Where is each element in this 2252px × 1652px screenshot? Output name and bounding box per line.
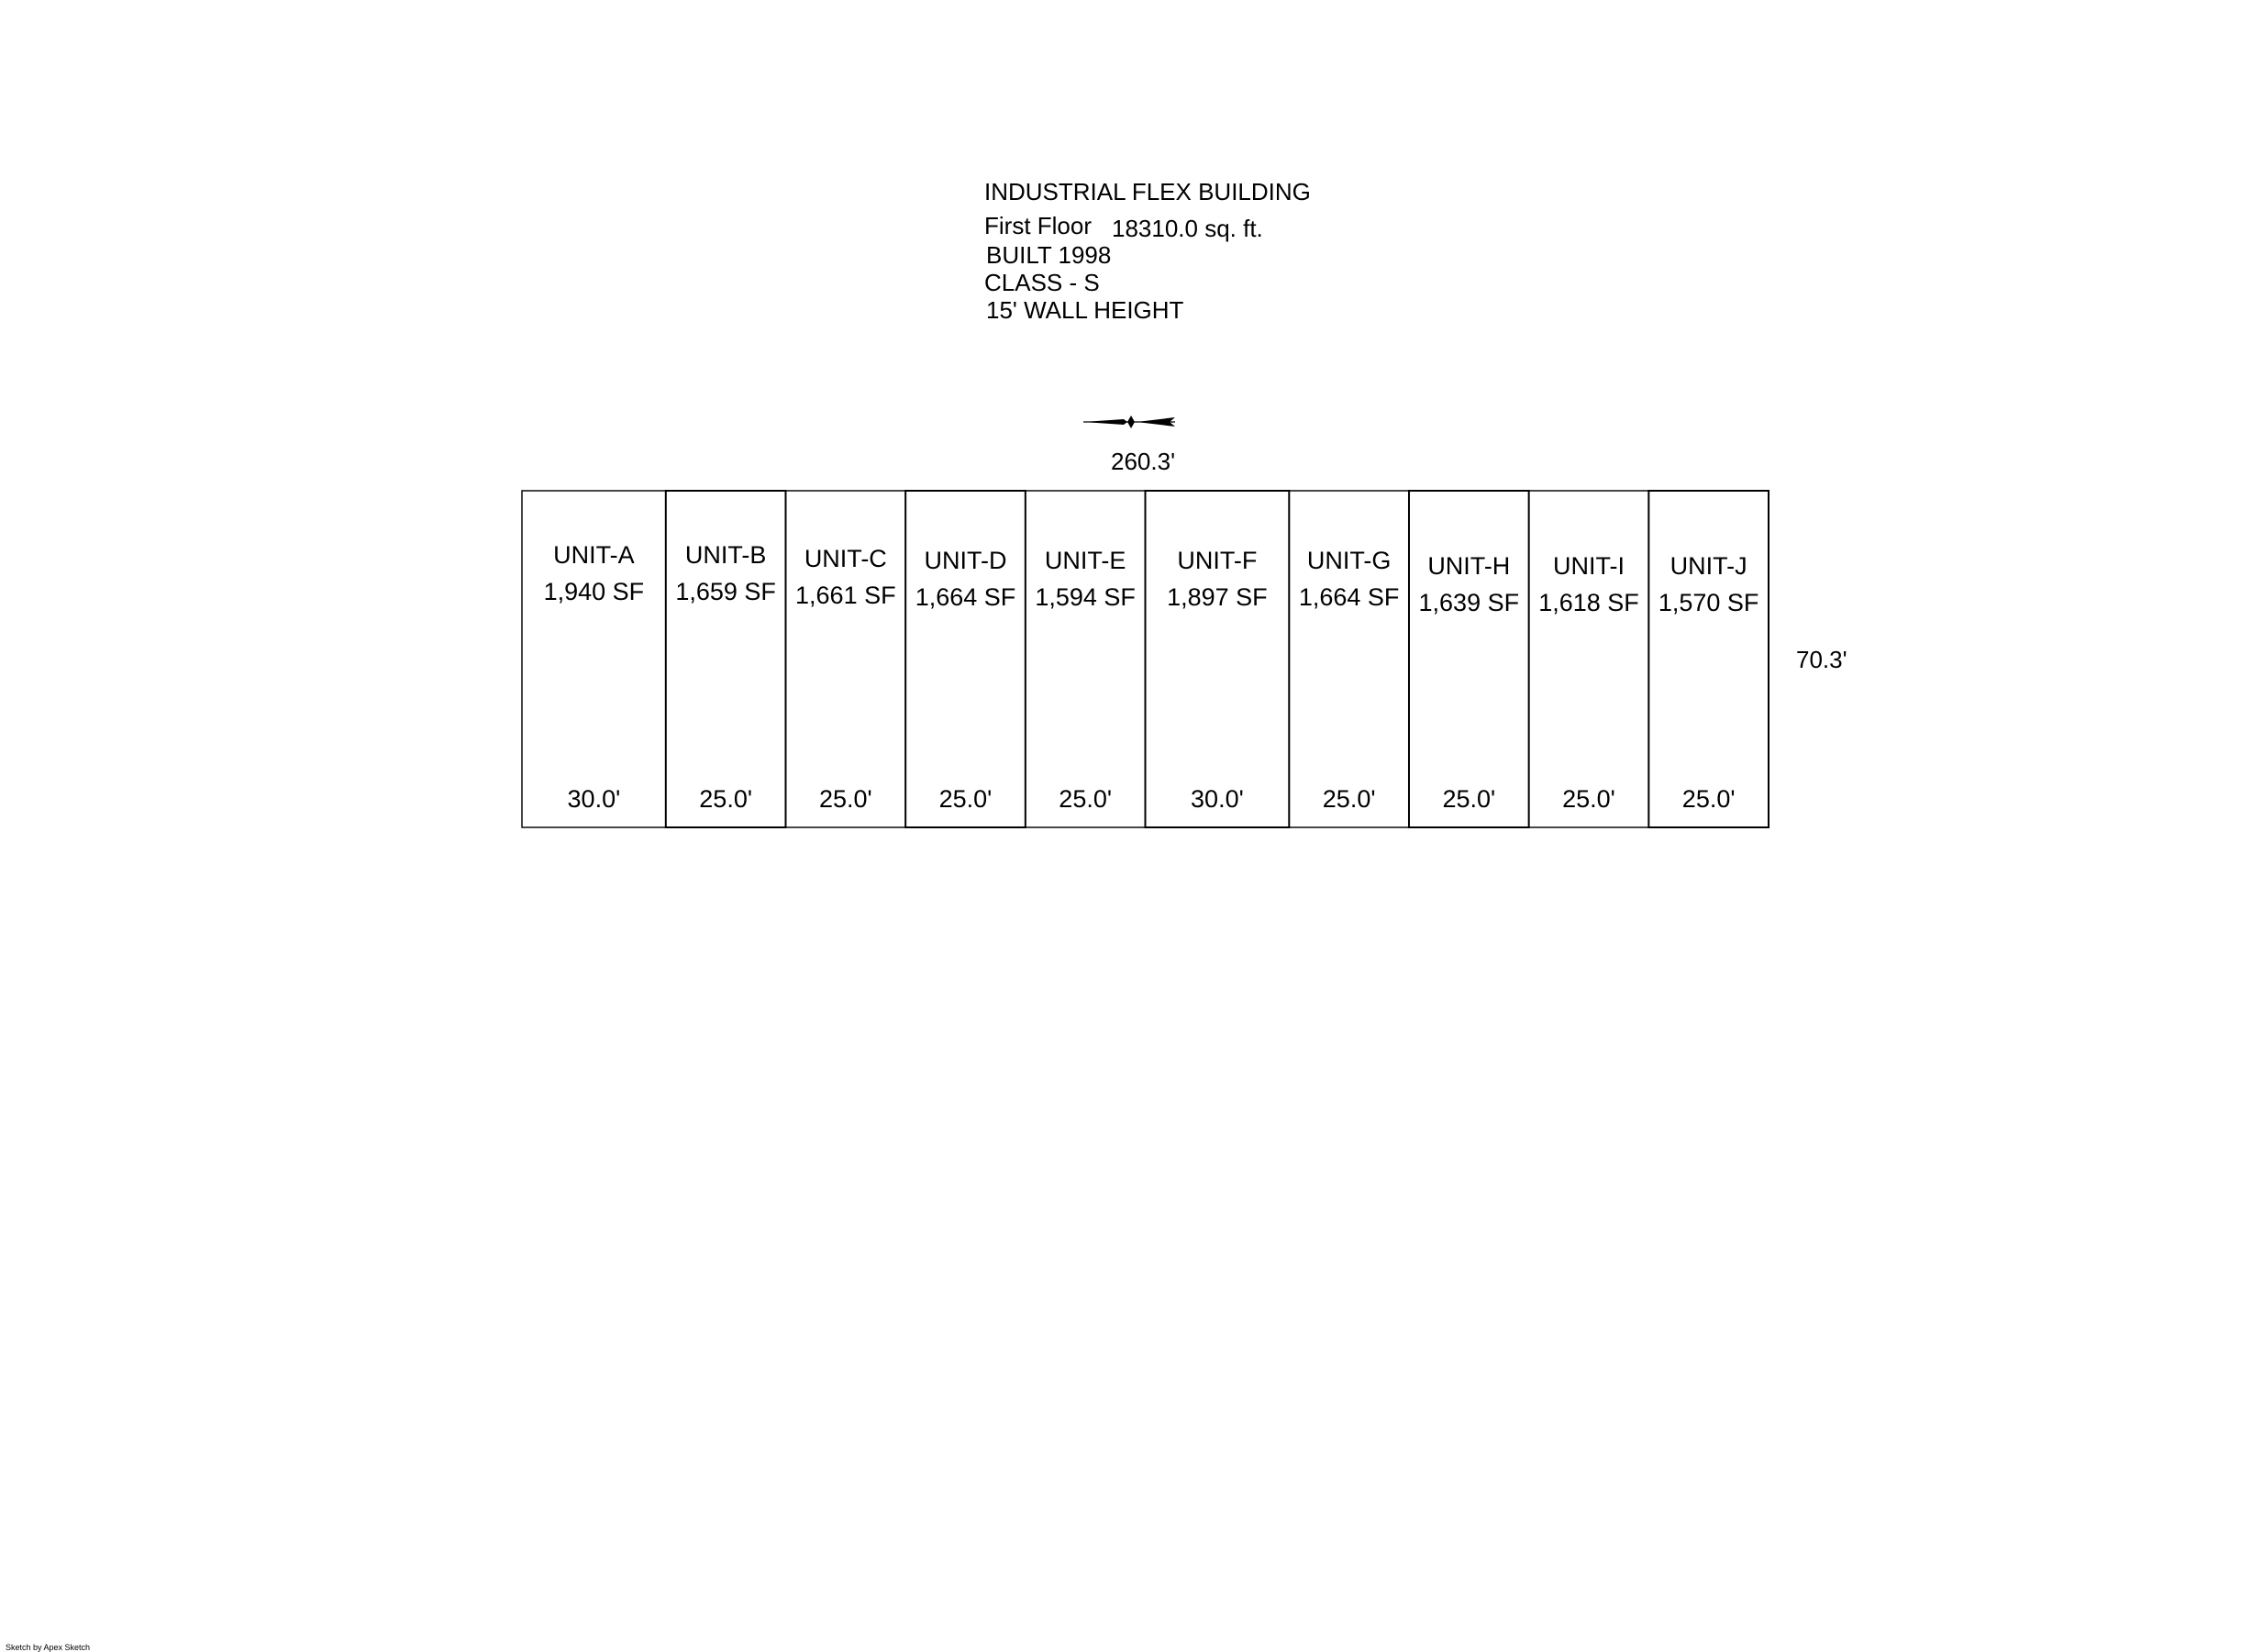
unit-area: 1,659 SF [675, 578, 776, 605]
sketch-credit: Sketch by Apex Sketch [6, 1643, 91, 1652]
unit-width-dimension: 25.0' [1442, 785, 1496, 813]
unit-area: 1,570 SF [1658, 589, 1759, 616]
unit-area: 1,897 SF [1167, 583, 1268, 611]
unit-width-dimension: 25.0' [818, 785, 872, 813]
unit-area: 1,664 SF [1298, 583, 1400, 611]
unit-outline [1648, 491, 1769, 827]
floor-label: First Floor [984, 212, 1092, 239]
unit-unit-e [1026, 491, 1146, 827]
unit-outline [1146, 491, 1290, 827]
wall-height: 15' WALL HEIGHT [986, 296, 1184, 324]
overall-width-dimension: 260.3' [1111, 448, 1176, 475]
unit-outline [1529, 491, 1649, 827]
unit-width-dimension: 25.0' [1322, 785, 1376, 813]
unit-area: 1,618 SF [1538, 589, 1639, 616]
unit-unit-c [785, 491, 905, 827]
unit-area: 1,639 SF [1418, 589, 1520, 616]
unit-name: UNIT-G [1306, 547, 1392, 574]
unit-outline [1026, 491, 1146, 827]
north-arrow-icon [1083, 416, 1175, 428]
unit-outline [905, 491, 1026, 827]
unit-unit-d [905, 491, 1026, 827]
unit-width-dimension: 30.0' [1191, 785, 1244, 813]
unit-outline [785, 491, 905, 827]
unit-unit-g [1289, 491, 1409, 827]
unit-width-dimension: 25.0' [938, 785, 993, 813]
unit-name: UNIT-C [804, 545, 887, 572]
unit-width-dimension: 25.0' [1681, 785, 1736, 813]
built-year: BUILT 1998 [986, 241, 1112, 269]
floor-area: 18310.0 sq. ft. [1112, 215, 1263, 242]
unit-area: 1,664 SF [915, 583, 1016, 611]
unit-area: 1,661 SF [795, 582, 896, 609]
unit-unit-b [666, 491, 786, 827]
unit-name: UNIT-I [1552, 552, 1625, 580]
unit-outline [1409, 491, 1529, 827]
unit-name: UNIT-J [1670, 552, 1747, 580]
unit-unit-h [1409, 491, 1529, 827]
unit-name: UNIT-F [1177, 547, 1258, 574]
unit-name: UNIT-B [684, 541, 767, 569]
unit-unit-f [1146, 491, 1290, 827]
unit-area: 1,594 SF [1035, 583, 1136, 611]
unit-outline [1289, 491, 1409, 827]
unit-name: UNIT-H [1427, 552, 1511, 580]
unit-unit-j [1648, 491, 1769, 827]
unit-width-dimension: 25.0' [1059, 785, 1113, 813]
units-layer [522, 491, 1769, 827]
unit-name: UNIT-D [924, 547, 1007, 574]
unit-unit-a [522, 491, 666, 827]
unit-area: 1,940 SF [543, 578, 645, 605]
overall-depth-dimension: 70.3' [1796, 646, 1847, 673]
unit-name: UNIT-E [1044, 547, 1126, 574]
unit-unit-i [1529, 491, 1649, 827]
unit-width-dimension: 30.0' [567, 785, 621, 813]
unit-name: UNIT-A [553, 541, 635, 569]
building-class: CLASS - S [984, 269, 1100, 296]
unit-width-dimension: 25.0' [699, 785, 753, 813]
building-title: INDUSTRIAL FLEX BUILDING [984, 178, 1311, 205]
unit-width-dimension: 25.0' [1562, 785, 1615, 813]
